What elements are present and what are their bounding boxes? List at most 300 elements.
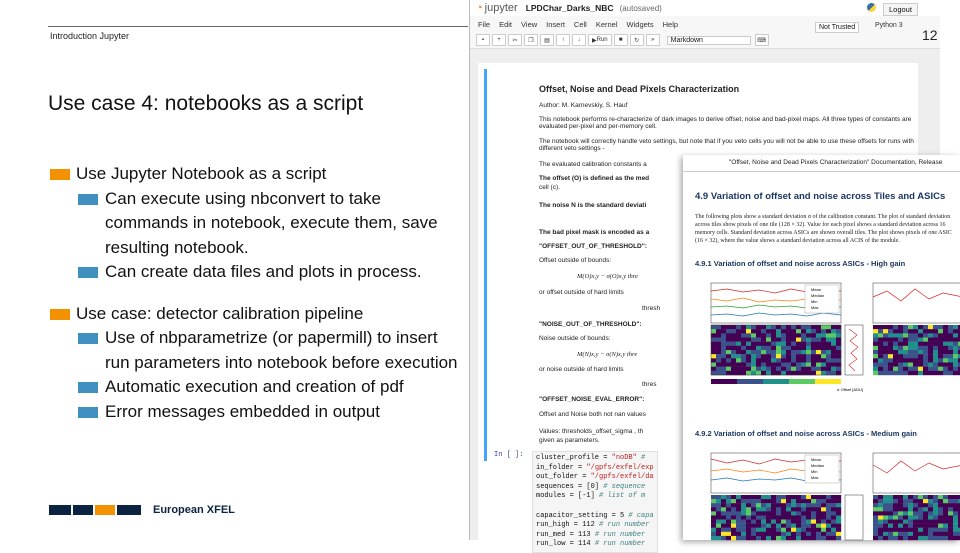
heatmap-cell [821, 524, 826, 528]
legend-mean: Mean [811, 287, 822, 292]
heatmap-cell [883, 371, 888, 375]
heatmap-cell [953, 358, 958, 362]
heatmap-cell [746, 346, 751, 350]
heatmap-cell [953, 338, 958, 342]
heatmap-cell [893, 358, 898, 362]
right-line-panel-med [873, 453, 960, 493]
heatmap-cell [948, 495, 953, 499]
heatmap-cell [761, 499, 766, 503]
heatmap-cell [746, 350, 751, 354]
heatmap-cell [736, 350, 741, 354]
heatmap-cell [821, 354, 826, 358]
heatmap-cell [781, 363, 786, 367]
heatmap-cell [933, 338, 938, 342]
heatmap-cell [756, 363, 761, 367]
heatmap-cell [781, 338, 786, 342]
heatmap-cell [908, 329, 913, 333]
heatmap-cell [771, 329, 776, 333]
heatmap-cell [776, 358, 781, 362]
heatmap-cell [878, 342, 883, 346]
cell-type-select[interactable]: Markdown [667, 36, 751, 45]
heatmap-cell [771, 528, 776, 532]
heatmap-cell [716, 325, 721, 329]
heatmap-cell [908, 503, 913, 507]
heatmap-cell [953, 367, 958, 371]
heatmap-cell [801, 329, 806, 333]
heatmap-cell [751, 503, 756, 507]
heatmap-cell [726, 358, 731, 362]
heatmap-cell [836, 342, 841, 346]
heatmap-cell [776, 342, 781, 346]
heatmap-cell [831, 358, 836, 362]
heatmap-cell [836, 371, 841, 375]
legend-max-med: Max [811, 475, 819, 480]
heatmap-cell [731, 342, 736, 346]
heatmap-cell [933, 524, 938, 528]
menu-insert[interactable]: Insert [546, 19, 565, 29]
heatmap-cell [928, 350, 933, 354]
heatmap-cell [756, 367, 761, 371]
heatmap-cell [943, 342, 948, 346]
heatmap-cell [726, 363, 731, 367]
heatmap-cell [796, 511, 801, 515]
heatmap-cell [716, 520, 721, 524]
heatmap-cell [821, 367, 826, 371]
heatmap-cell [711, 536, 716, 540]
heatmap-cell [711, 346, 716, 350]
heatmap-cell [711, 520, 716, 524]
heatmap-cell [878, 329, 883, 333]
heatmap-cell [888, 354, 893, 358]
heatmap-cell [806, 371, 811, 375]
heatmap-cell [766, 333, 771, 337]
heatmap-cell [786, 350, 791, 354]
heatmap-cell [741, 338, 746, 342]
heatmap-cell [766, 354, 771, 358]
menu-view[interactable]: View [521, 19, 538, 29]
heatmap-cell [816, 520, 821, 524]
heatmap-cell [948, 363, 953, 367]
heatmap-cell [923, 325, 928, 329]
heatmap-cell [821, 495, 826, 499]
heatmap-cell [726, 499, 731, 503]
code-line: cluster_profile = "noDB" # [536, 454, 650, 462]
heatmap-cell [873, 338, 878, 342]
heatmap-cell [903, 338, 908, 342]
heatmap-cell [908, 524, 913, 528]
heatmap-cell [816, 363, 821, 367]
heatmap-cell [761, 507, 766, 511]
heatmap-cell [821, 371, 826, 375]
heatmap-cell [786, 532, 791, 536]
heatmap-cell [821, 338, 826, 342]
heatmap-cell [821, 325, 826, 329]
heatmap-cell [878, 532, 883, 536]
heatmap-cell [893, 524, 898, 528]
heatmap-cell [883, 342, 888, 346]
heatmap-cell [796, 515, 801, 519]
heatmap-cell [948, 342, 953, 346]
heatmap-cell [903, 325, 908, 329]
heatmap-cell [903, 354, 908, 358]
heatmap-cell [878, 333, 883, 337]
bullet-calibration-pipeline: Use case: detector calibration pipeline [48, 302, 458, 327]
heatmap-cell [761, 354, 766, 358]
heatmap-cell [766, 350, 771, 354]
save-icon[interactable]: ▪ [476, 34, 490, 46]
heatmap-cell [903, 520, 908, 524]
heatmap-cell [736, 536, 741, 540]
heatmap-cell [801, 503, 806, 507]
heatmap-medium-gain [711, 495, 841, 540]
heatmap-cell [761, 358, 766, 362]
heatmap-cell [776, 367, 781, 371]
heatmap-cell [726, 503, 731, 507]
trusted-indicator[interactable]: Not Trusted [815, 22, 859, 33]
heatmap-cell [928, 503, 933, 507]
cut-icon[interactable]: ✂ [508, 34, 522, 46]
heatmap-cell [918, 515, 923, 519]
heatmap-cell [893, 507, 898, 511]
heatmap-cell [821, 350, 826, 354]
heatmap-cell [836, 511, 841, 515]
heatmap-cell [953, 342, 958, 346]
heatmap-cell [893, 338, 898, 342]
heatmap-cell [908, 338, 913, 342]
heatmap-cell [821, 536, 826, 540]
heatmap-cell [726, 495, 731, 499]
heatmap-cell [888, 338, 893, 342]
move-down-icon[interactable]: ↓ [572, 34, 586, 46]
heatmap-cell [751, 532, 756, 536]
heatmap-cell [903, 532, 908, 536]
heatmap-cell [883, 536, 888, 540]
heatmap-cell [761, 532, 766, 536]
heatmap-cell [781, 358, 786, 362]
heatmap-cell [801, 342, 806, 346]
heatmap-cell [741, 350, 746, 354]
heatmap-cell [756, 371, 761, 375]
heatmap-cell [913, 536, 918, 540]
heatmap-cell [953, 536, 958, 540]
heatmap-cell [731, 507, 736, 511]
heatmap-cell [771, 342, 776, 346]
heatmap-cell [923, 503, 928, 507]
heatmap-cell [943, 346, 948, 350]
heatmap-cell [796, 507, 801, 511]
heatmap-cell [761, 367, 766, 371]
heatmap-cell [751, 350, 756, 354]
heatmap-cell [766, 367, 771, 371]
heatmap-cell [888, 495, 893, 499]
notebook-name[interactable]: LPDChar_Darks_NBC [525, 3, 614, 13]
heatmap-cell [811, 524, 816, 528]
heatmap-cell [913, 367, 918, 371]
heatmap-cell [801, 507, 806, 511]
heatmap-cell [928, 499, 933, 503]
heatmap-cell [806, 520, 811, 524]
heatmap-cell [741, 346, 746, 350]
python-logo-icon [867, 3, 876, 12]
heatmap-cell [811, 350, 816, 354]
heatmap-cell [826, 528, 831, 532]
heatmap-cell [751, 346, 756, 350]
heatmap-cell [898, 325, 903, 329]
heatmap-cell [766, 338, 771, 342]
heatmap-cell [816, 524, 821, 528]
heatmap-cell [756, 511, 761, 515]
heatmap-cell [716, 350, 721, 354]
heatmap-cell [903, 515, 908, 519]
heatmap-cell [923, 338, 928, 342]
heatmap-cell [831, 503, 836, 507]
heatmap-cell [888, 511, 893, 515]
heatmap-cell [928, 495, 933, 499]
heatmap-cell [776, 333, 781, 337]
heatmap-cell [726, 367, 731, 371]
heatmap-cell [786, 507, 791, 511]
heatmap-cell [883, 515, 888, 519]
heatmap-cell [903, 511, 908, 515]
menu-widgets[interactable]: Widgets [626, 19, 654, 29]
heatmap-cell [771, 536, 776, 540]
heatmap-cell [816, 532, 821, 536]
logout-button[interactable]: Logout [883, 3, 918, 16]
heatmap-cell [908, 532, 913, 536]
heatmap-cell [781, 346, 786, 350]
heatmap-cell [908, 499, 913, 503]
heatmap-cell [888, 520, 893, 524]
heatmap-cell [801, 520, 806, 524]
heatmap-cell [766, 520, 771, 524]
heatmap-cell [776, 532, 781, 536]
heatmap-cell [923, 354, 928, 358]
offset-hard-limits: or offset outside of hard limits [539, 289, 624, 296]
heatmap-cell [888, 342, 893, 346]
keyboard-icon[interactable]: ⌨ [755, 34, 769, 46]
heatmap-cell [786, 346, 791, 350]
heatmap-cell [913, 346, 918, 350]
heatmap-cell [791, 346, 796, 350]
heatmap-cell [918, 503, 923, 507]
heatmap-cell [756, 495, 761, 499]
paste-icon[interactable]: ▤ [540, 34, 554, 46]
heatmap-cell [751, 338, 756, 342]
heatmap-cell [908, 358, 913, 362]
heatmap-cell [913, 520, 918, 524]
heatmap-cell [716, 354, 721, 358]
heatmap-cell [873, 495, 878, 499]
heatmap-cell [801, 354, 806, 358]
menu-file[interactable]: File [478, 19, 491, 29]
heatmap-cell [766, 342, 771, 346]
heatmap-cell [716, 532, 721, 536]
heatmap-cell [836, 338, 841, 342]
heatmap-cell [893, 325, 898, 329]
heatmap-cell [908, 363, 913, 367]
heatmap-cell [751, 363, 756, 367]
legend-median: Median [811, 293, 825, 298]
add-cell-icon[interactable]: + [492, 34, 506, 46]
heatmap-cell [736, 358, 741, 362]
heatmap-cell [821, 333, 826, 337]
heatmap-cell [923, 515, 928, 519]
heatmap-cell [821, 503, 826, 507]
heatmap-cell [878, 536, 883, 540]
heatmap-cell [888, 325, 893, 329]
heatmap-cell [761, 338, 766, 342]
heatmap-cell [736, 333, 741, 337]
code-line: in_folder = "/gpfs/exfel/exp [536, 463, 654, 472]
heatmap-cell [903, 346, 908, 350]
heatmap-cell [933, 532, 938, 536]
heatmap-cell [908, 371, 913, 375]
heatmap-cell [928, 354, 933, 358]
heatmap-cell [711, 367, 716, 371]
heatmap-cell [806, 363, 811, 367]
heatmap-cell [836, 495, 841, 499]
heatmap-cell [913, 358, 918, 362]
heatmap-cell [918, 325, 923, 329]
colorbar-segment [737, 379, 763, 384]
heatmap-cell [741, 528, 746, 532]
heatmap-cell [943, 371, 948, 375]
heatmap-cell [711, 528, 716, 532]
heatmap-cell [913, 528, 918, 532]
heatmap-cell [893, 371, 898, 375]
heatmap-cell [898, 536, 903, 540]
heatmap-cell [923, 495, 928, 499]
heatmap-cell [878, 499, 883, 503]
heatmap-cell [776, 511, 781, 515]
heatmap-cell [953, 528, 958, 532]
heatmap-cell [933, 503, 938, 507]
heatmap-cell [811, 371, 816, 375]
heatmap-cell [918, 329, 923, 333]
heatmap-cell [826, 325, 831, 329]
heatmap-cell [826, 532, 831, 536]
heatmap-cell [953, 329, 958, 333]
heatmap-cell [776, 371, 781, 375]
heatmap-cell [711, 363, 716, 367]
run-button[interactable]: ▶ Run [588, 34, 612, 46]
heatmap-cell [826, 333, 831, 337]
heatmap-cell [831, 532, 836, 536]
heatmap-cell [726, 371, 731, 375]
heatmap-cell [731, 338, 736, 342]
heatmap-cell [751, 325, 756, 329]
heatmap-cell [883, 338, 888, 342]
heatmap-cell [731, 524, 736, 528]
heatmap-cell [903, 358, 908, 362]
heatmap-cell [781, 495, 786, 499]
heatmap-cell [781, 371, 786, 375]
heatmap-cell [711, 532, 716, 536]
heatmap-cell [836, 350, 841, 354]
heatmap-cell [938, 338, 943, 342]
heatmap-cell [771, 338, 776, 342]
heatmap-cell [873, 329, 878, 333]
heatmap-cell [756, 503, 761, 507]
heatmap-cell [943, 495, 948, 499]
heatmap-cell [923, 528, 928, 532]
heatmap-cell [908, 333, 913, 337]
heatmap-cell [908, 507, 913, 511]
heatmap-cell [883, 367, 888, 371]
heatmap-cell [731, 499, 736, 503]
heatmap-cell [933, 511, 938, 515]
heatmap-cell [771, 532, 776, 536]
heatmap-cell [796, 367, 801, 371]
heatmap-cell [831, 333, 836, 337]
restart-icon[interactable]: ↻ [630, 34, 644, 46]
heatmap-cell [928, 536, 933, 540]
stop-icon[interactable]: ■ [614, 34, 628, 46]
heatmap-cell [726, 532, 731, 536]
heatmap-cell [771, 495, 776, 499]
heatmap-cell [923, 499, 928, 503]
heatmap-cell [821, 520, 826, 524]
heatmap-cell [731, 511, 736, 515]
heatmap-cell [826, 515, 831, 519]
copy-icon[interactable]: ❐ [524, 34, 538, 46]
flag-offset: "OFFSET_OUT_OF_THRESHOLD": [539, 243, 648, 250]
move-up-icon[interactable]: ↑ [556, 34, 570, 46]
heatmap-cell [806, 503, 811, 507]
heatmap-cell [826, 499, 831, 503]
heatmap-cell [786, 499, 791, 503]
menu-cell[interactable]: Cell [573, 19, 587, 29]
heatmap-cell [811, 338, 816, 342]
heatmap-cell [771, 515, 776, 519]
heatmap-cell [898, 520, 903, 524]
heatmap-cell [751, 333, 756, 337]
heatmap-cell [801, 499, 806, 503]
heatmap-cell [893, 511, 898, 515]
code-editor[interactable] [532, 451, 658, 553]
heatmap-cell [721, 338, 726, 342]
heatmap-cell [821, 329, 826, 333]
heatmap-cell [761, 536, 766, 540]
heatmap-cell [806, 333, 811, 337]
heatmap-cell [923, 333, 928, 337]
heatmap-cell [801, 363, 806, 367]
heatmap-cell [741, 367, 746, 371]
heatmap-cell [756, 507, 761, 511]
heatmap-cell [821, 528, 826, 532]
heatmap-cell [821, 507, 826, 511]
fast-forward-icon[interactable]: » [646, 34, 660, 46]
heatmap-cell [741, 371, 746, 375]
heatmap-cell [756, 524, 761, 528]
menu-edit[interactable]: Edit [499, 19, 513, 29]
heatmap-cell [816, 536, 821, 540]
heatmap-cell [826, 524, 831, 528]
given-text: given as parameters. [539, 437, 600, 444]
heatmap-cell [796, 350, 801, 354]
heatmap-cell [721, 515, 726, 519]
heatmap-cell [781, 528, 786, 532]
heatmap-cell [801, 338, 806, 342]
offset-definition: The offset (O) is defined as the med [539, 175, 650, 182]
heatmap-cell [831, 338, 836, 342]
heatmap-cell [731, 329, 736, 333]
heatmap-cell [878, 495, 883, 499]
heatmap-cell [811, 528, 816, 532]
menu-help[interactable]: Help [662, 19, 679, 29]
menu-kernel[interactable]: Kernel [595, 19, 618, 29]
heatmap-cell [771, 371, 776, 375]
